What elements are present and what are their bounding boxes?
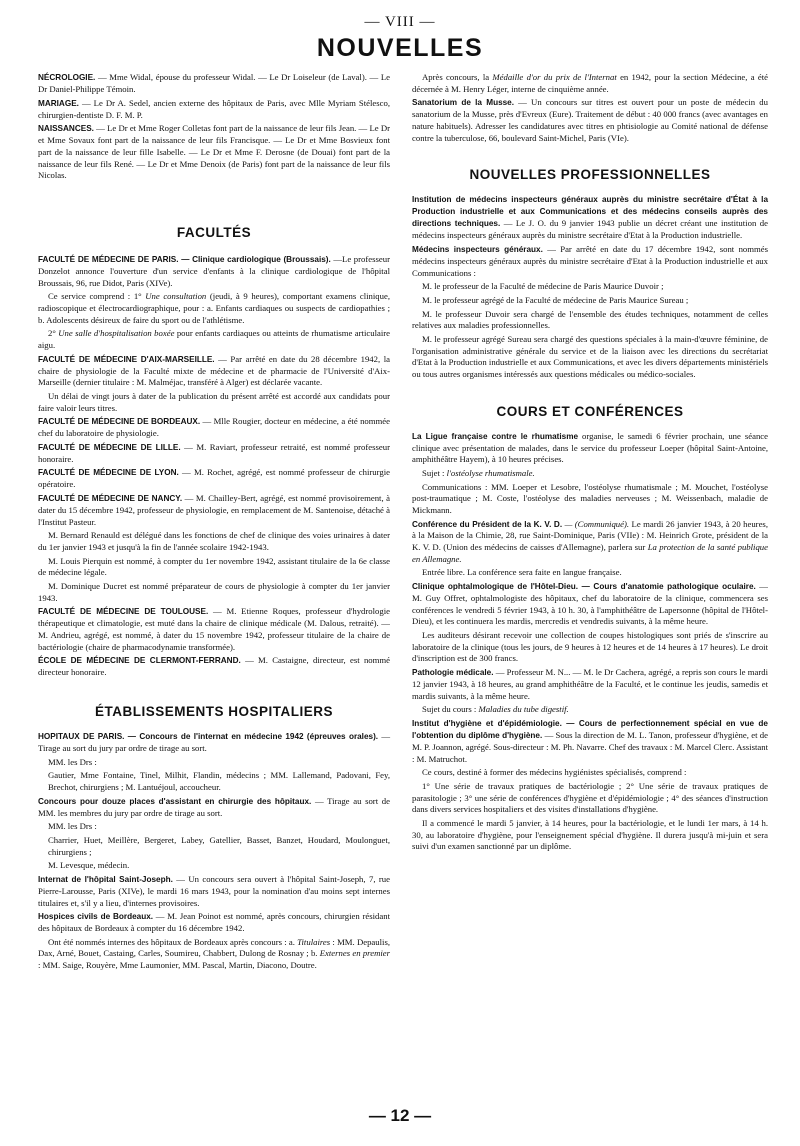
right-column bbox=[412, 72, 768, 855]
inspecteur-sureau: M. le professeur agrégé de la Faculté de médecine de Paris Maurice Sureau ; bbox=[422, 294, 689, 305]
page-number: — 12 — bbox=[368, 1106, 432, 1125]
page-roman-numeral: — VIII — bbox=[364, 14, 436, 30]
section-title-nouvelles-professionnelles: NOUVELLES PROFESSIONNELLES bbox=[469, 167, 711, 183]
faculte-bordeaux: FACULTÉ DE MÉDECINE DE BORDEAUX. — Mlle Rougier, docteur en médecine, a été nommée chef du laboratoire de physiologie. bbox=[38, 416, 390, 439]
faculte-aix: FACULTÉ DE MÉDECINE D'AIX-MARSEILLE. — Par arrêté en date du 28 décembre 1942, la chaire de physiologie de la Faculté mixte de médecine et de pharmacie de l'Université d'Aix-Marseille (dernier titulaire : M. Malméjac, transféré à Alger) est déclarée vacante. bbox=[38, 353, 390, 388]
clinique-hotel-dieu: Clinique ophtalmologique de l'Hôtel-Dieu. — Cours d'anatomie pathologique oculaire. — M. Guy Offret, ophtalmologiste des hôpitaux, chef du laboratoire de la clinique, commencera ses conférences le vendredi 5 février 1943, à 10 h. 30, à l'amphithéâtre de Lapersonne (hôpital de l'Hôtel-Dieu), et les continuera les mardis, mercredis et vendredis suivants, à la même heure. bbox=[412, 581, 768, 627]
medaille-or: Après concours, la Médaille d'or du prix de l'Internat en 1942, pour la section Médecine, a été décernée à M. Henry Léger, interne de cinquième année. bbox=[412, 72, 768, 94]
institution-medecins: Institution de médecins inspecteurs généraux auprès du ministre secrétaire d'État à la Production industrielle et aux Communications et des médecins conseils auprès des directions techniques. — Le J. O. du 9 janvier 1943 publie un décret créant une institution de médecins inspecteurs généraux auprès du ministre secrétaire d'Etat à la Production industrielle. bbox=[412, 195, 768, 241]
concours-assistant-drs: MM. les Drs : bbox=[48, 821, 97, 832]
necrologie-notice: NÉCROLOGIE. — Mme Widal, épouse du professeur Widal. — Le Dr Loiseleur (de Laval). — Le Dr Daniel-Philippe Témoin. bbox=[38, 72, 390, 94]
duvoir-charge: M. le professeur Duvoir sera chargé de l'ensemble des études techniques, notamment de celles relatives aux maladies professionnelles. bbox=[412, 308, 768, 331]
institut-hygiene-cours: Ce cours, destiné à former des médecins hygiénistes spécialisés, comprend : bbox=[422, 767, 687, 778]
conference-kvd-entree: Entrée libre. La conférence sera faite en langue française. bbox=[422, 567, 622, 578]
concours-assistant-medecin: M. Levesque, médecin. bbox=[48, 860, 130, 871]
mariage-notice: MARIAGE. — Le Dr A. Sedel, ancien externe des hôpitaux de Paris, avec Mlle Myriam Stélesco, chirurgien-dentiste D. F. M. P. bbox=[38, 97, 390, 120]
institut-hygiene-series: 1° Une série de travaux pratiques de bactériologie ; 2° Une série de travaux pratiques de parasitologie ; 3° une série de conférences d'hygiène et d'épidémiologie ; 4° des séances d'instruction dans divers services hospitaliers et des visites d'installations d'hygiène. bbox=[412, 780, 768, 815]
conference-kvd: Conférence du Président de la K. V. D. — (Communiqué). Le mardi 26 janvier 1943, à 20 heures, à la Maison de la Chimie, 28, rue Saint-Dominique, Paris (VIIe) : M. Heinrich Grote, président de la K. V. D. (Union des médecins de caisses d'Allemagne), parlera sur La protection de la santé publique en Allemagne. bbox=[412, 518, 769, 564]
ligue-communications: Communications : MM. Loeper et Lesobre, l'ostéolyse rhumatismale ; M. Mouchet, l'ostéolyse post-traumatique ; M. Coste, l'ostéolyse des maladies nerveuses ; M. Weissenbach, maladie de Mickmann. bbox=[412, 481, 768, 515]
naissances-notice: NAISSANCES. — Le Dr et Mme Roger Colletas font part de la naissance de leur fils Jean. — Le Dr et Mme Sovaux font part de la naissance de leur fils Francisque. — Le Dr et Mme Bosvieux font part de la naissance de leur fille Isabelle. — Le Dr et Mme F. Derosne (de Douai) font part de la naissance de leur fils René. — Le Dr et Mme Denoix (de Paris) font part de la naissance de leur fils Nicolas. bbox=[38, 123, 390, 181]
section-title-cours-conferences: COURS ET CONFÉRENCES bbox=[496, 403, 684, 419]
institut-hygiene-dates: Il a commencé le mardi 5 janvier, à 14 heures, pour la bactériologie, et le lundi 1er mars, à 14 h. 30, au laboratoire d'hygiène, pour l'enseignement spécial d'hygiène. Il durera jusqu'à mi-juin et sera suivi d'un examen sanctionné par un diplôme. bbox=[412, 817, 768, 852]
faculte-nancy-pierquin: M. Louis Pierquin est nommé, à compter du 1er novembre 1942, assistant titulaire de la 6e classe de médecine légale. bbox=[38, 555, 390, 578]
faculte-paris-salle: 2° Une salle d'hospitalisation boxée pour enfants cardiaques ou atteints de rhumatisme articulaire aigu. bbox=[38, 328, 391, 350]
ecole-clermont: ÉCOLE DE MÉDECINE DE CLERMONT-FERRAND. — M. Castaigne, directeur, est nommé directeur honoraire. bbox=[38, 655, 390, 678]
faculte-lyon: FACULTÉ DE MÉDECINE DE LYON. — M. Rochet, agrégé, est nommé professeur de chirurgie opératoire. bbox=[38, 467, 390, 490]
faculte-nancy: FACULTÉ DE MÉDECINE DE NANCY. — M. Chailley-Bert, agrégé, est nommé provisoirement, à dater du 15 décembre 1942, professeur de physiologie, en remplacement de M. Santenoise, détaché à l'Institut Pasteur. bbox=[38, 493, 391, 527]
pathologie-sujet: Sujet du cours : Maladies du tube digestif. bbox=[422, 704, 569, 715]
hospices-bordeaux-internes: Ont été nommés internes des hôpitaux de Bordeaux après concours : a. Titulaires : MM. Depaulis, Dax, Arné, Bouet, Castaing, Carles, Soumireu, Chabbert, Dulong de Rosnay ; b. Externes en premier : MM. Saige, Rouyère, Mme Laumonier, MM. Pascal, Martin, Diacono, Doutre. bbox=[38, 936, 391, 971]
inspecteur-duvoir: M. le professeur de la Faculté de médecine de Paris Maurice Duvoir ; bbox=[422, 281, 664, 292]
hopitaux-paris: HOPITAUX DE PARIS. — Concours de l'internat en médecine 1942 (épreuves orales). — Tirage au sort du jury par ordre de tirage au sort. bbox=[38, 730, 391, 753]
clinique-hotel-dieu-inscription: Les auditeurs désirant recevoir une collection de coupes histologiques sont priés de s'inscrire au laboratoire de la clinique (tous les jours, de 9 heures à 12 heures et de 14 heures à 17 heures). Le droit d'inscription est de 300 francs. bbox=[412, 630, 768, 664]
faculte-nancy-renauld: M. Bernard Renauld est délégué dans les fonctions de chef de clinique des voies urinaires à dater du 1er janvier 1943 et jusqu'à la fin de l'année scolaire 1942-1943. bbox=[38, 530, 390, 553]
section-title-facultes: FACULTÉS bbox=[176, 224, 252, 240]
faculte-nancy-ducret: M. Dominique Ducret est nommé préparateur de cours de physiologie à compter du 1er janvier 1943. bbox=[38, 581, 390, 603]
medecins-inspecteurs: Médecins inspecteurs généraux. — Par arrêté en date du 17 décembre 1942, sont nommés médecins inspecteurs généraux auprès du ministre secrétaire d'Etat à la Production industrielle et aux Communications : bbox=[412, 243, 769, 278]
page-title: NOUVELLES bbox=[316, 34, 484, 62]
left-column bbox=[38, 72, 390, 974]
internat-saint-joseph: Internat de l'hôpital Saint-Joseph. — Un concours sera ouvert à l'hôpital Saint-Joseph, 7, rue Pierre-Larousse, Paris (XIVe), le mardi 16 mars 1943, pour la nomination d'au moins sept internes titulaires et, s'il y a lieu, d'internes provisoires. bbox=[38, 873, 390, 908]
ligue-rhumatisme: La Ligue française contre le rhumatisme organise, le samedi 6 février prochain, une séance clinique avec présentation de malades, dans le service du professeur Loeper (hôpital Saint-Antoine, amphithéâtre Hayem), à 10 heures précises. bbox=[412, 430, 768, 465]
hopitaux-paris-jury: Gautier, Mme Fontaine, Tinel, Milhit, Flandin, médecins ; MM. Lallemand, Padovani, Fey, Brechot, chirurgiens ; M. Lantuéjoul, accoucheur. bbox=[48, 770, 390, 792]
faculte-paris-service: Ce service comprend : 1° Une consultation (jeudi, à 9 heures), comportant examens clinique, radioscopique et électrocardiographique, pour : a. Enfants cardiaques ou suspects de cardiopathies ; b. Adolescents désireux de faire du sport ou de l'athlétisme. bbox=[38, 291, 390, 325]
sanatorium-musse: Sanatorium de la Musse. — Un concours sur titres est ouvert pour un poste de médecin du sanatorium de la Musse, près d'Evreux (Eure). Traitement de début : 40 000 francs (avec avantages en nature habituels). Adresser les candidatures avec titres en phtisiologie au Comité national de défense contre la tuberculose, 66, boulevard Saint-Michel, Paris (VIe). bbox=[412, 97, 768, 143]
hopitaux-paris-drs: MM. les Drs : bbox=[48, 756, 97, 767]
institut-hygiene: Institut d'hygiène et d'épidémiologie. — Cours de perfectionnement spécial en vue de l'obtention du diplôme d'hygiène. — Sous la direction de M. L. Tanon, professeur d'hygiène, et de M. P. Joannon, agrégé. Sous-directeur : M. Ph. Navarre. Chef des travaux : M. Marcel Clerc. Assistant : M. Matruchot. bbox=[412, 718, 768, 764]
section-title-etablissements: ÉTABLISSEMENTS HOSPITALIERS bbox=[94, 703, 334, 719]
pathologie-medicale: Pathologie médicale. — Professeur M. N... — M. le Dr Cachera, agrégé, a repris son cours le mardi 12 janvier 1943, à 18 heures, au grand amphithéâtre de la Faculté, et le continue les jeudis, samedis et mardis suivants, à la même heure. bbox=[412, 667, 768, 701]
faculte-toulouse: FACULTÉ DE MÉDECINE DE TOULOUSE. — M. Etienne Roques, professeur d'hydrologie thérapeutique et climatologie, est muté dans la chaire de clinique médicale (M. Dalous, retraité). — M. Andrieu, agrégé, est nommé, à dater du 15 novembre 1942, professeur titulaire de la chaire de bactériologie (chaire de pharmacodynamie transformée). bbox=[38, 606, 390, 652]
hospices-bordeaux: Hospices civils de Bordeaux. — M. Jean Poinot est nommé, après concours, chirurgien résidant des hôpitaux de Bordeaux à compter du 16 décembre 1942. bbox=[38, 911, 390, 934]
sureau-charge: M. le professeur agrégé Sureau sera chargé des questions spéciales à la main-d'œuvre féminine, de l'organisation administrative générale du service et de la liaison avec les directions du secrétariat d'Etat à la Production industrielle et aux Communications, et avec les divers départements ministériels ou tous autres organismes intéressés aux questions médicales ou médico-sociales. bbox=[412, 333, 768, 379]
ligue-sujet: Sujet : l'ostéolyse rhumatismale. bbox=[422, 467, 535, 478]
concours-assistant-jury: Charrier, Huet, Meillère, Bergeret, Labey, Gatellier, Basset, Banzet, Houdard, Moulonguet, chirurgiens ; bbox=[48, 834, 390, 857]
faculte-lille: FACULTÉ DE MÉDECINE DE LILLE. — M. Raviart, professeur retraité, est nommé professeur honoraire. bbox=[38, 441, 390, 464]
faculte-aix-delai: Un délai de vingt jours à dater de la publication du présent arrêté est accordé aux candidats pour faire valoir leurs titres. bbox=[38, 390, 390, 413]
concours-assistant: Concours pour douze places d'assistant en chirurgie des hôpitaux. — Tirage au sort de MM. les membres du jury par ordre de tirage au sort. bbox=[38, 795, 390, 818]
faculte-paris: FACULTÉ DE MÉDECINE DE PARIS. — Clinique cardiologique (Broussais). —Le professeur Donzelot annonce l'ouverture d'un service d'enfants à la clinique cardiologique de l'hôpital Broussais, 96, rue Didot, Paris (XIVe). bbox=[38, 253, 390, 288]
